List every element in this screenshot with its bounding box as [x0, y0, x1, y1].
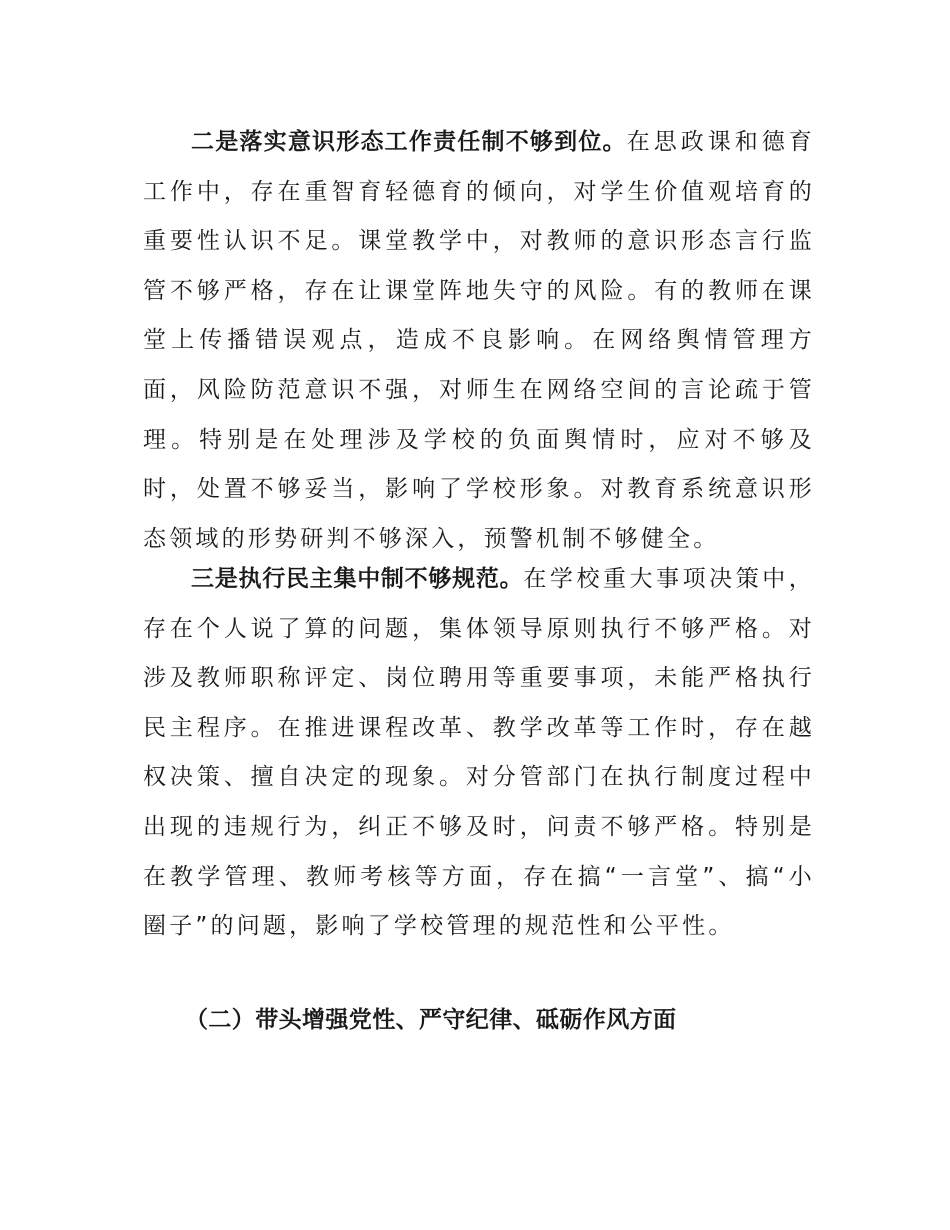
paragraph-body-text: 在思政课和德育工作中，存在重智育轻德育的倾向，对学生价值观培育的重要性认识不足。课堂教学中，对教师的意识形态言行监管不够严格，存在让课堂阵地失守的风险。有的教师在课堂上传播错误观点，造成不良影响。在网络舆情管理方面，风险防范意识不强，对师生在网络空间的言论疏于管理。特别是在处理涉及学校的负面舆情时，应对不够及时，处置不够妥当，影响了学校形象。对教育系统意识形态领域的形势研判不够深入，预警机制不够健全。: [143, 129, 815, 552]
section-heading: （二）带头增强党性、严守纪律、砥砺作风方面: [185, 1007, 677, 1033]
paragraph-democratic-centralism: [143, 555, 815, 952]
paragraph-ideology-responsibility: [143, 118, 815, 564]
paragraph-lead-heading: 三是执行民主集中制不够规范。: [191, 566, 524, 592]
paragraph-body-text: 在学校重大事项决策中，存在个人说了算的问题，集体领导原则执行不够严格。对涉及教师职称评定、岗位聘用等重要事项，未能严格执行民主程序。在推进课程改革、教学改革等工作时，存在越权决策、擅自决定的现象。对分管部门在执行制度过程中出现的违规行为，纠正不够及时，问责不够严格。特别是在教学管理、教师考核等方面，存在搞“一言堂”、搞“小圈子”的问题，影响了学校管理的规范性和公平性。: [143, 566, 816, 940]
paragraph-lead-heading: 二是落实意识形态工作责任制不够到位。: [191, 129, 627, 155]
